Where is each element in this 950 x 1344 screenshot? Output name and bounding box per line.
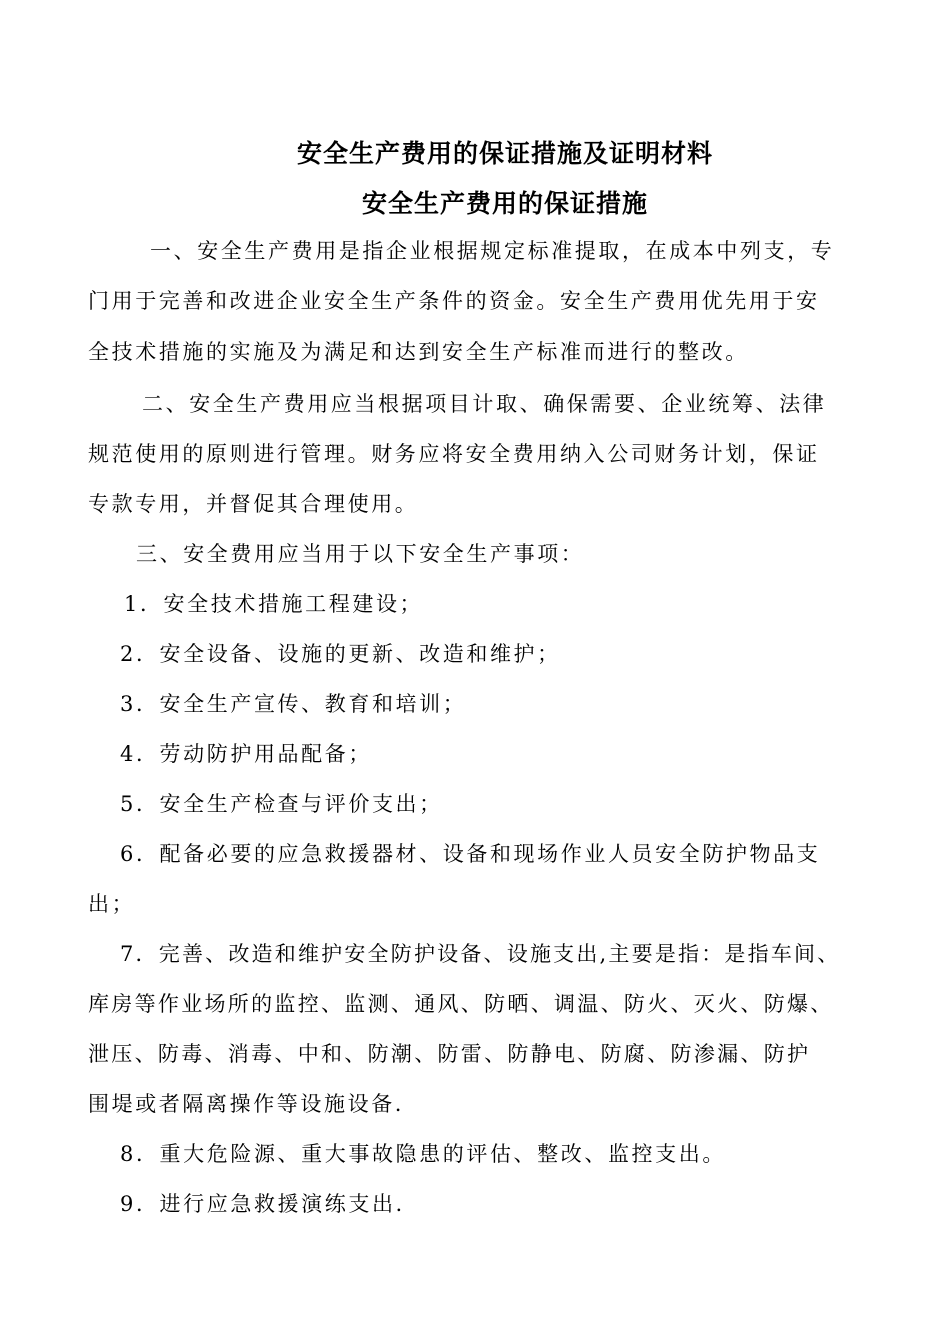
paragraph-2-line-1: 二、安全生产费用应当根据项目计取、确保需要、企业统筹、法律 <box>142 392 827 416</box>
paragraph-3: 三、安全费用应当用于以下安全生产事项： <box>136 542 585 566</box>
list-item-7-line-1: 7．完善、改造和维护安全防护设备、设施支出,主要是指：是指车间、 <box>120 942 841 966</box>
list-item-5: 5．安全生产检查与评价支出； <box>120 792 443 816</box>
paragraph-2-line-3: 专款专用，并督促其合理使用。 <box>88 492 419 516</box>
paragraph-1-line-1: 一、安全生产费用是指企业根据规定标准提取，在成本中列支，专 <box>150 239 835 263</box>
list-item-4: 4．劳动防护用品配备； <box>120 742 372 766</box>
paragraph-1-line-2: 门用于完善和改进企业安全生产条件的资金。安全生产费用优先用于安 <box>88 289 820 313</box>
list-item-7-line-2: 库房等作业场所的监控、监测、通风、防晒、调温、防火、灭火、防爆、 <box>88 992 834 1016</box>
list-item-2: 2．安全设备、设施的更新、改造和维护； <box>120 642 561 666</box>
list-item-3: 3．安全生产宣传、教育和培训； <box>120 692 467 716</box>
list-item-6-line-1: 6．配备必要的应急救援器材、设备和现场作业人员安全防护物品支 <box>120 842 821 866</box>
list-item-7-line-4: 围堤或者隔离操作等设施设备. <box>88 1092 405 1116</box>
list-item-7-line-3: 泄压、防毒、消毒、中和、防潮、防雷、防静电、防腐、防渗漏、防护 <box>88 1042 811 1066</box>
list-item-9: 9．进行应急救援演练支出. <box>120 1192 405 1216</box>
document-title: 安全生产费用的保证措施及证明材料 <box>296 139 713 168</box>
list-item-1: 1．安全技术措施工程建设； <box>124 592 424 616</box>
paragraph-2-line-2: 规范使用的原则进行管理。财务应将安全费用纳入公司财务计划，保证 <box>88 442 820 466</box>
document-subtitle: 安全生产费用的保证措施 <box>361 189 648 218</box>
list-item-8: 8．重大危险源、重大事故隐患的评估、整改、监控支出。 <box>120 1142 726 1166</box>
paragraph-1-line-3: 全技术措施的实施及为满足和达到安全生产标准而进行的整改。 <box>88 340 749 364</box>
list-item-6-line-2: 出； <box>88 892 136 916</box>
